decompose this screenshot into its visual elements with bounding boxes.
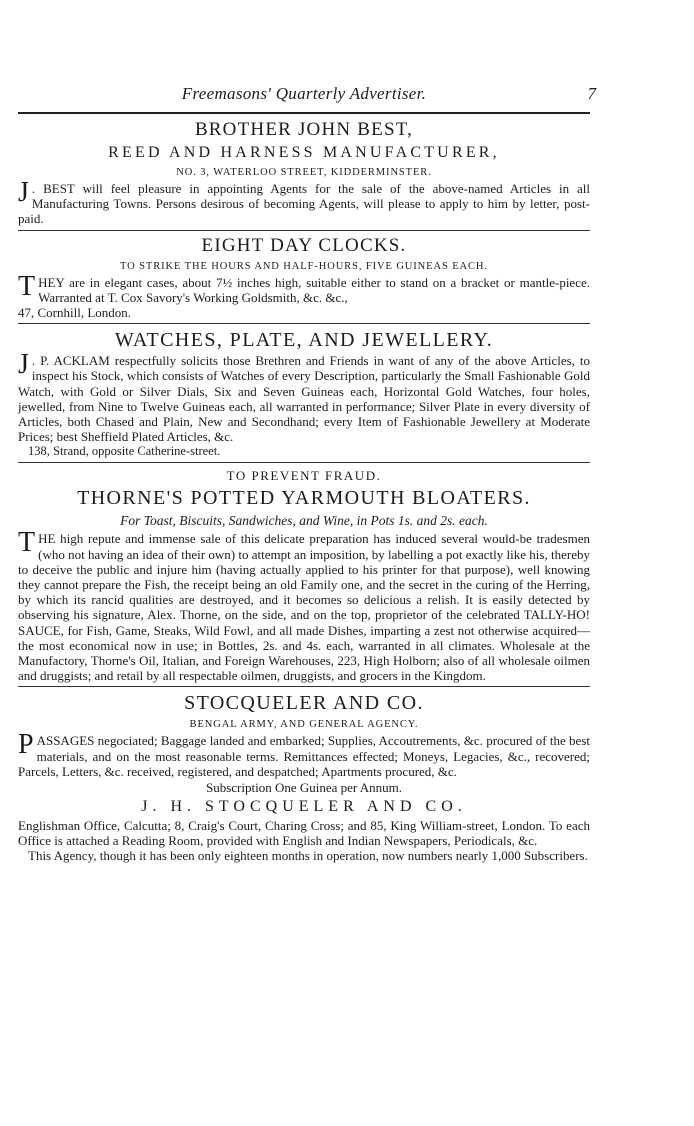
divider bbox=[18, 230, 590, 231]
running-head bbox=[18, 84, 596, 110]
watches-body-paragraph bbox=[18, 349, 590, 445]
clocks-address: 47, Cornhill, London. bbox=[18, 305, 132, 321]
page-number: 7 bbox=[587, 84, 596, 103]
clocks-subtitle: TO STRIKE THE HOURS AND HALF-HOURS, FIVE GUINEAS EACH. bbox=[120, 260, 488, 272]
stocqueler-body: ASSAGES negociated; Baggage landed and embarked; Supplies, Accoutrements, &c. procured of the best materials, and on the most reasonable terms. Remittances effected; Moneys, Legacies, &c., recovered; Parcels, Letters, &c. received, registered, and despatched; Apartments procured, &c. bbox=[18, 733, 590, 779]
best-trade: REED AND HARNESS MANUFACTURER, bbox=[108, 144, 500, 161]
clocks-body: HEY are in elegant cases, about 7½ inches high, suitable either to stand on a bracket or mantle-piece. Warranted at T. Cox Savory's Working Goldsmith, &c. &c., bbox=[38, 274, 590, 305]
stocqueler-closing: This Agency, though it has been only eighteen months in operation, now numbers nearly 1,000 Subscribers. bbox=[28, 848, 588, 864]
best-drop-initial: J bbox=[18, 177, 29, 208]
clocks-drop-initial: T bbox=[18, 270, 36, 302]
running-head-title: Freemasons' Quarterly Advertiser. bbox=[181, 84, 427, 103]
thorne-body: HE high repute and immense sale of this delicate preparation has induced several would-be tradesmen (who not having an idea of their own) to attempt an imposition, by labelling a pot exactly like his, thereby to deceive the public and injure him (having actually applied to his printer for that purpose), well knowing they cannot prepare the Fish, the receipt being an old Family one, and the secret in the curing of the Herring, by which its rancid qualities are destroyed, and it becomes so delicious a relish. It is easily detected by observing his signature, Alex. Thorne, on the side, and on the top, proprietor of the celebrated TALLY-HO! SAUCE, for Fish, Game, Steaks, Wild Fowl, and all made Dishes, imparting a zest not otherwise acquired—the most economical now in use; in Bottles, 2s. and 4s. each, warranted in all climates. Wholesale at the Manufactory, Thorne's Oil, Italian, and Foreign Warehouses, 223, High Holborn; also of all wholesale oilmen and druggists; and retail by all respectable oilmen, druggists, and grocers in the Kingdom. bbox=[18, 531, 590, 684]
thorne-drop-initial: T bbox=[18, 527, 36, 559]
stocqueler-body-paragraph bbox=[18, 729, 590, 779]
watches-drop-initial: J bbox=[18, 349, 29, 381]
stocqueler-drop-initial: P bbox=[18, 729, 34, 761]
ad-clocks bbox=[18, 234, 590, 321]
stocqueler-subscription: Subscription One Guinea per Annum. bbox=[205, 780, 403, 796]
stocqueler-subtitle: BENGAL ARMY, AND GENERAL AGENCY. bbox=[189, 719, 419, 731]
watches-address: 138, Strand, opposite Catherine-street. bbox=[28, 444, 221, 459]
ad-thorne bbox=[18, 466, 590, 683]
clocks-title: EIGHT DAY CLOCKS. bbox=[201, 234, 407, 256]
best-address: NO. 3, WATERLOO STREET, KIDDERMINSTER. bbox=[176, 167, 432, 178]
ad-best bbox=[18, 118, 590, 227]
stocqueler-title: STOCQUELER AND CO. bbox=[184, 692, 424, 715]
best-name: BROTHER JOHN BEST, bbox=[194, 119, 414, 140]
thorne-kicker: TO PREVENT FRAUD. bbox=[226, 468, 382, 484]
watches-body: . P. ACKLAM respectfully solicits those Brethren and Friends in want of any of the above Articles, to inspect his Stock, which consists of Watches of every Description, particularly the Small Fashionable Gold Watch, with Gold or Silver Dials, Six and Seven Guineas each, Horizontal Gold Watches, four holes, jewelled, from Nine to Twelve Guineas each, all warranted in performance; Silver Plate in every diversity of Articles, both Chased and Plain, New and Secondhand; every Item of Fashionable Jewellery at Moderate Prices; best Sheffield Plated Articles, &c. bbox=[18, 353, 590, 445]
stocqueler-offices: Englishman Office, Calcutta; 8, Craig's Court, Charing Cross; and 85, King William-street, London. To each Office is attached a Reading Room, provided with English and Indian Newspapers, Periodicals, &c. bbox=[18, 818, 590, 849]
ad-watches bbox=[18, 327, 590, 459]
advertiser-page bbox=[18, 84, 596, 864]
clocks-body-paragraph bbox=[18, 270, 590, 305]
stocqueler-firm: J. H. STOCQUELER AND CO. bbox=[141, 798, 467, 816]
ad-stocqueler bbox=[18, 690, 590, 863]
header-rule bbox=[18, 112, 590, 114]
divider bbox=[18, 686, 590, 687]
divider bbox=[18, 323, 590, 324]
thorne-title: THORNE'S POTTED YARMOUTH BLOATERS. bbox=[77, 487, 531, 510]
watches-title: WATCHES, PLATE, AND JEWELLERY. bbox=[114, 329, 494, 352]
divider bbox=[18, 462, 590, 463]
best-body: . BEST will feel pleasure in appointing Agents for the sale of the above-named Articles in all Manufacturing Towns. Persons desirous of becoming Agents, will please to apply to him by letter, post-paid. bbox=[18, 181, 590, 227]
thorne-body-paragraph bbox=[18, 527, 590, 684]
best-body-paragraph bbox=[18, 177, 590, 227]
thorne-tagline: For Toast, Biscuits, Sandwiches, and Wine, in Pots 1s. and 2s. each. bbox=[120, 513, 488, 529]
